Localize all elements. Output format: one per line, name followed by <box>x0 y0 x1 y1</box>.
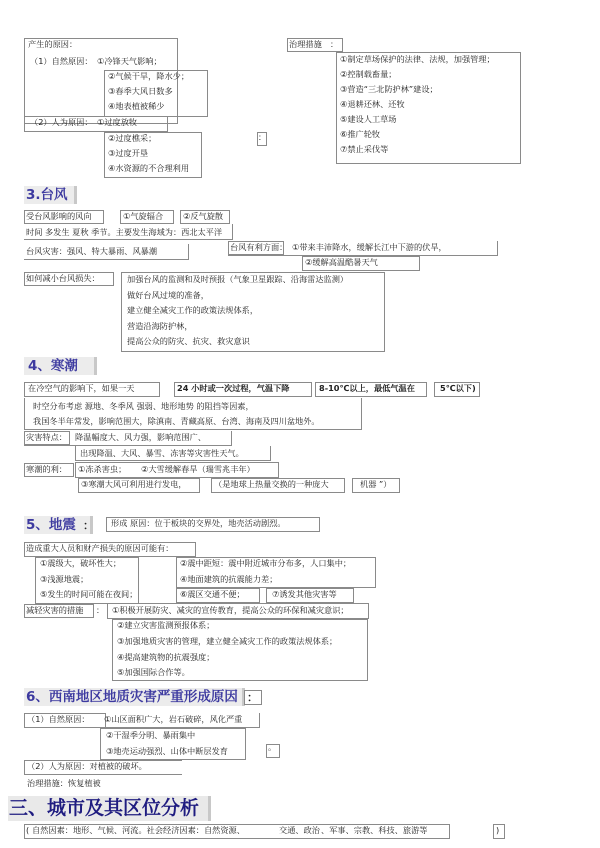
typhoon-harm: 台风灾害：强风、特大暴雨、风暴潮 <box>26 246 158 256</box>
measure-colon: ： <box>330 39 339 49</box>
sw-natural-frame <box>24 713 260 728</box>
reduce-item: 营造沿海防护林， <box>127 321 193 331</box>
quake-measure-item: ④提高建筑物的抗震强度； <box>117 652 215 662</box>
loss-label: 造成重大人员和财产损失的原因可能有： <box>26 543 174 553</box>
harm-rule <box>24 259 188 260</box>
human-cause-item: ①过度放牧 <box>97 117 138 127</box>
measure-title: 治理措施 <box>289 39 322 49</box>
loss-item: ⑦诱发其他灾害等 <box>272 589 337 599</box>
benefit-item: ②缓解高温酷暑天气 <box>305 257 378 267</box>
city-factors-overstrike: 交通、政治 <box>279 825 320 835</box>
section-heading-typhoon: 3.台风 <box>26 187 68 203</box>
cold-benefit-note: （是地球上热量交换的一种庞大 <box>214 479 329 489</box>
benefit-label: 台风有利方面： <box>230 242 288 252</box>
quake-measure-item: ①积极开展防灾、减灾的宣传教育，提高公众的环保和减灾意识； <box>112 605 349 615</box>
natural-cause-item: ①冷锋天气影响； <box>97 56 162 66</box>
quake-cause: 形成 原因：位于板块的交界处，地壳活动剧烈。 <box>111 518 286 528</box>
natural-cause-item: ②气候干旱，降水少； <box>108 71 190 81</box>
cold-def: 5℃以下) <box>440 383 476 393</box>
cold-benefit-item: ③寒潮大风可利用进行发电， <box>81 479 187 489</box>
feature-label: 灾害特点： <box>26 432 67 442</box>
natural-cause-label: （1）自然原因： <box>30 56 93 66</box>
loss-item: ⑥震区交通不便； <box>180 589 245 599</box>
heading-colon: ： <box>247 691 258 704</box>
section-heading-southwest: 6、西南地区地质灾害严重形成原因 <box>26 689 238 705</box>
benefit-frame <box>228 241 498 256</box>
cold-benefit-item: ②大雪缓解春旱（瑞雪兆丰年） <box>141 464 255 474</box>
human-cause-item: ③过度开垦 <box>108 148 149 158</box>
cold-def: 在冷空气的影响下，如果一天 <box>28 383 135 393</box>
wind-item: ②反气旋散 <box>183 211 224 221</box>
cold-benefit-item: ①冻杀害虫； <box>78 464 127 474</box>
reduce-item: 建立健全减灾工作的政策法规体系， <box>127 305 259 315</box>
cause-title: 产生的原因： <box>28 39 78 49</box>
quake-measure-frame <box>107 603 369 619</box>
heading-colon: ： <box>83 519 94 532</box>
time-frame <box>24 224 233 240</box>
measure-item: ①制定草场保护的法律、法规，加强管理； <box>340 54 495 64</box>
measure-item: ⑤建设人工草场 <box>340 114 397 124</box>
wind-item: ①气旋辐合 <box>123 211 164 221</box>
colon: ： <box>258 132 267 142</box>
wind-label: 受台风影响的风向 <box>26 211 92 221</box>
sw-natural-label: （1）自然原因： <box>27 714 90 724</box>
measure-colon: ： <box>96 605 105 615</box>
human-cause-item: ④水资源的不合理利用 <box>108 163 190 173</box>
def-frame <box>315 382 427 397</box>
reduce-item: 提高公众的防灾、抗灾、救灾意识 <box>127 336 250 346</box>
natural-cause-item: ④地表植被稀少 <box>108 101 165 111</box>
measure-item: ⑦禁止采伐等 <box>340 144 389 154</box>
sw-measure: 治理措施：恢复植被 <box>27 778 101 788</box>
typhoon-time: 时间 多发生 夏秋 季节。主要发生海域为：西北太平洋 <box>26 227 223 237</box>
natural-cause-item: ③春季大风日数多 <box>108 86 173 96</box>
reduce-label: 如何减小台风损失： <box>26 273 100 283</box>
cold-range: 我国冬半年常发，影响范围大，除滇南、青藏高原、台湾、海南及四川盆地外。 <box>33 416 320 426</box>
loss-item: ④地面建筑的抗震能力差； <box>180 574 278 584</box>
quake-measure-item: ③加强地质灾害的管理，建立健全减灾工作的政策法规体系； <box>117 636 338 646</box>
harm-rule <box>188 244 189 260</box>
human-cause-label: （2）人为原因： <box>30 117 93 127</box>
measure-item: ⑥推广轮牧 <box>340 129 381 139</box>
cold-def: 8-10℃以上，最低气温在 <box>319 383 415 393</box>
feature-frame <box>75 446 271 461</box>
measure-item: ②控制载畜量； <box>340 69 397 79</box>
cold-time-space: 时空分布考虑 源地、冬季风 强弱、地形地势 的阻挡等因素， <box>33 401 254 411</box>
human-cause-item: ②过度樵采； <box>108 133 157 143</box>
section-heading-cold-wave: 4、寒潮 <box>28 358 78 374</box>
feature-text: 出现降温、大风、暴雪、冻害等灾害性天气。 <box>80 448 244 458</box>
def-frame <box>174 382 312 397</box>
benefit-item: ①带来丰沛降水，缓解长江中下游的伏旱， <box>292 242 447 252</box>
period: 。 <box>268 742 277 752</box>
reduce-item: 加强台风的监测和及时预报（气象卫星跟踪、沿海雷达监测） <box>127 274 349 284</box>
sw-natural-item: ②干湿季分明、暴雨集中 <box>106 730 196 740</box>
quake-measure-label: 减轻灾害的措施 <box>26 605 84 615</box>
measure-item: ④退耕还林、还牧 <box>340 99 405 109</box>
chapter-heading-city: 三、城市及其区位分析 <box>9 797 200 819</box>
quake-measure-item: ②建立灾害监测预报体系； <box>117 620 215 630</box>
cold-def: 24 小时或一次过程，气温下降 <box>177 383 290 393</box>
factor-paren: ( <box>26 825 30 835</box>
quake-measure-item: ⑤加强国际合作等。 <box>117 667 190 677</box>
cold-benefit-note: 机器 ”） <box>360 479 392 489</box>
factor-paren: ) <box>496 825 500 835</box>
section-heading-earthquake: 5、地震 <box>26 517 76 533</box>
cold-benefit-label: 寒潮的利： <box>26 464 67 474</box>
sw-natural-item: ③地壳运动强烈、山体中断层发育 <box>106 746 228 756</box>
measure-item: ③营造“三北防护林”建设； <box>340 84 438 94</box>
feature-frame <box>24 431 232 446</box>
loss-item: ②震中距短：震中附近城市分布多，人口集中； <box>180 558 352 568</box>
feature-text: 降温幅度大、风力强，影响范围广、 <box>75 432 207 442</box>
cold-benefit-frame <box>75 462 279 478</box>
city-factors: 、军事、宗教、科技、旅游等 <box>321 825 428 835</box>
reduce-item: 做好台风过境的准备， <box>127 290 209 300</box>
def-frame <box>434 382 480 397</box>
city-factors: 自然因素：地形、气候、河流。社会经济因素：自然资源、 <box>32 825 245 835</box>
loss-item: ③浅源地震； <box>40 574 89 584</box>
sw-human: （2）人为原因：对植被的破坏。 <box>27 761 147 771</box>
loss-item: ⑤发生的时间可能在夜间； <box>40 589 138 599</box>
sw-natural-item: ①山区面积广大，岩石破碎，风化严重 <box>104 714 243 724</box>
loss-item: ①震级大，破坏性大； <box>40 558 122 568</box>
